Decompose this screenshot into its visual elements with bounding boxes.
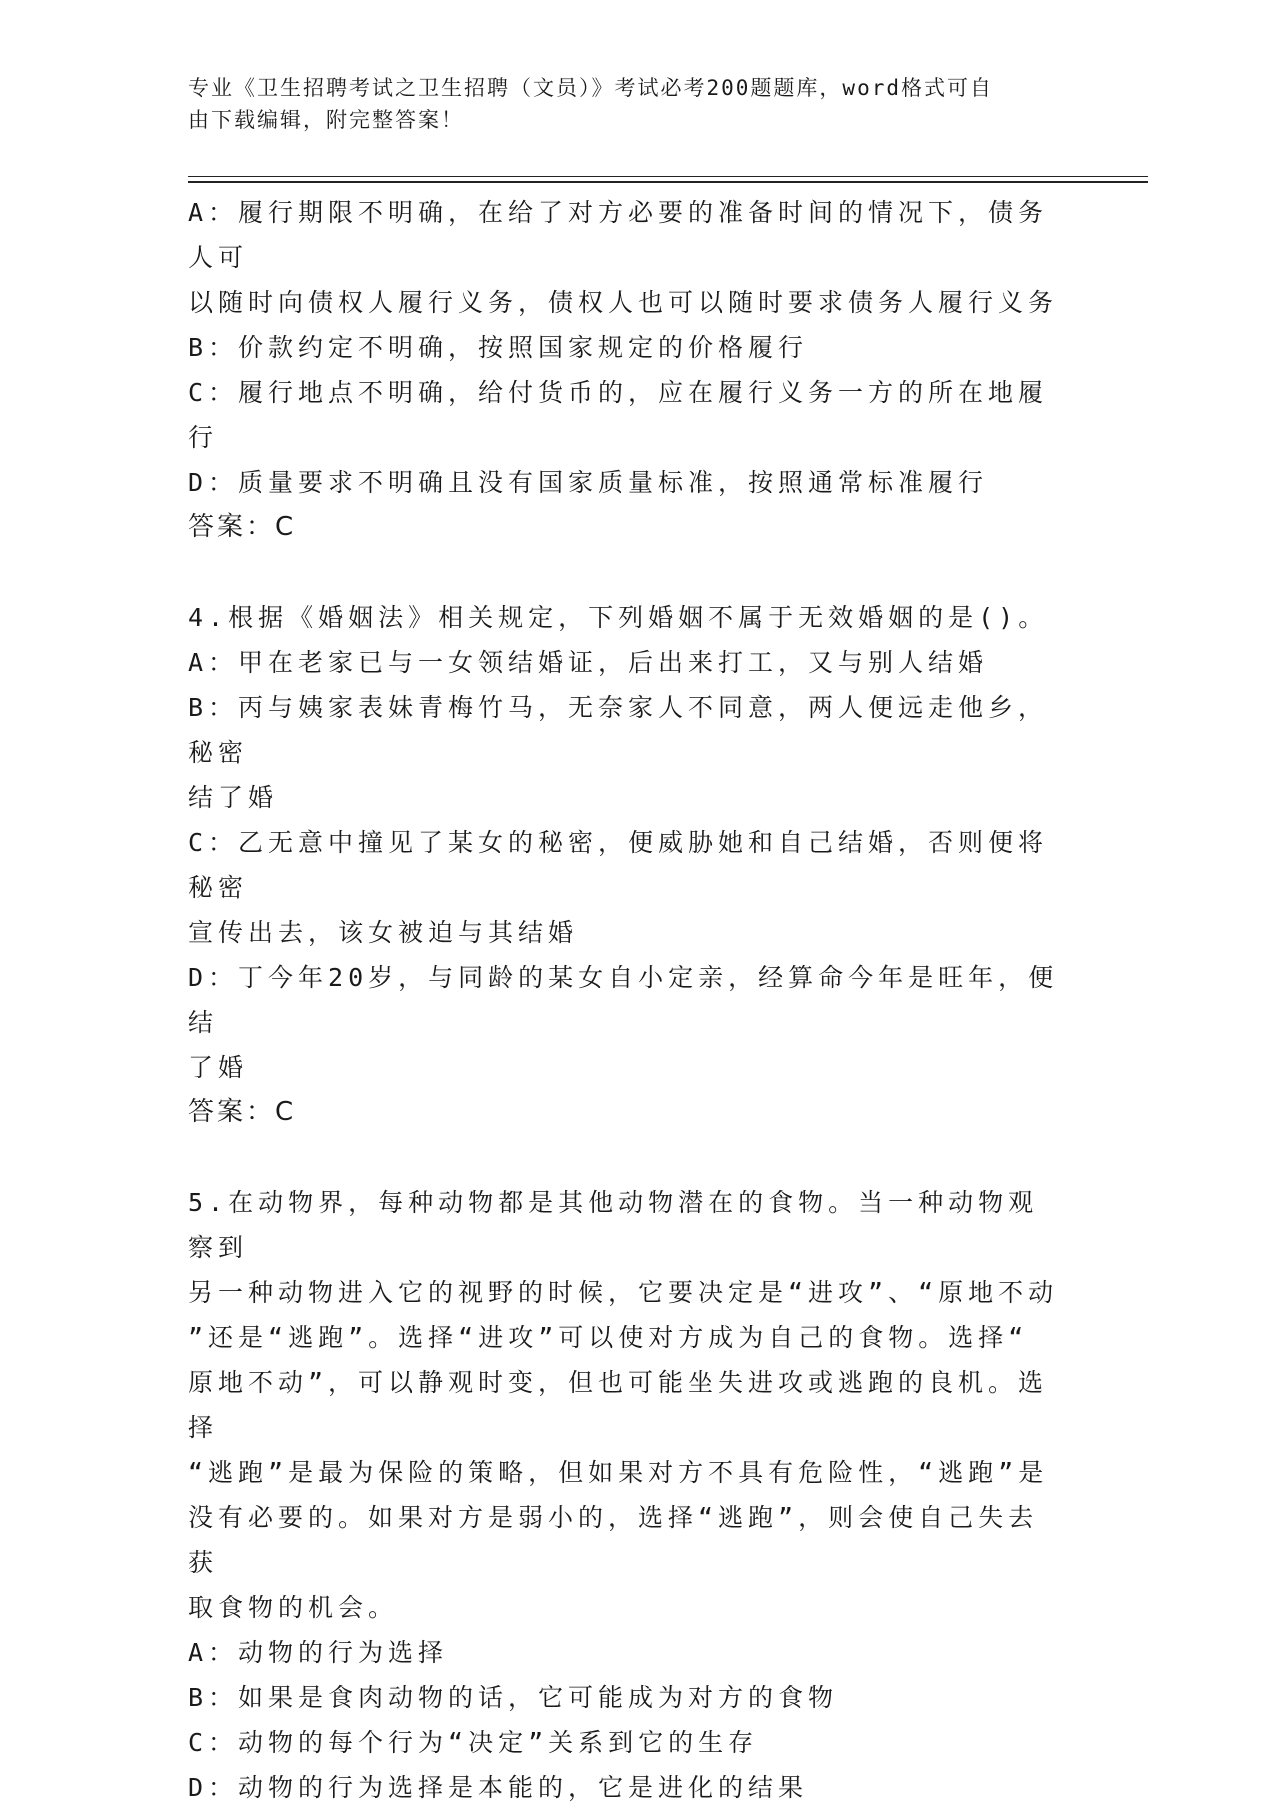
question-5-block [188,1180,1068,1810]
question-4-block [188,595,1068,1135]
header-rule-thick [188,181,1148,183]
q5-question-line-4: 原地不动”，可以静观时变，但也可能坐失进攻或逃跑的良机。选择 [188,1368,1049,1442]
q4-answer: 答案：C [188,1097,297,1127]
question-3-block [188,190,1068,550]
q4-option-d-line-2: 了婚 [188,1053,249,1082]
q5-question-line-6: 没有必要的。如果对方是弱小的，选择“逃跑”，则会使自己失去获 [188,1503,1039,1577]
q3-answer: 答案：C [188,512,297,542]
q5-question-line-2: 另一种动物进入它的视野的时候，它要决定是“进攻”、“原地不动 [188,1278,1059,1307]
document-body [188,190,1068,1810]
spacer [188,1135,1068,1180]
q4-option-b-line-2: 结了婚 [188,783,279,812]
q5-question-line-1: 5.在动物界，每种动物都是其他动物潜在的食物。当一种动物观察到 [188,1188,1039,1262]
q4-option-b-line-1: B：丙与姨家表妹青梅竹马，无奈家人不同意，两人便远走他乡，秘密 [188,693,1049,767]
q4-option-d-line-1: D：丁今年20岁，与同龄的某女自小定亲，经算命今年是旺年，便结 [188,963,1059,1037]
q3-option-a-line-1: A：履行期限不明确，在给了对方必要的准备时间的情况下，债务人可 [188,198,1049,272]
q5-option-c: C：动物的每个行为“决定”关系到它的生存 [188,1728,759,1757]
document-header [188,72,1068,136]
q3-option-a-line-2: 以随时向债权人履行义务，债权人也可以随时要求债务人履行义务 [188,288,1059,317]
q5-option-a: A：动物的行为选择 [188,1638,449,1667]
q4-option-c-line-2: 宣传出去，该女被迫与其结婚 [188,918,579,947]
q3-option-d: D：质量要求不明确且没有国家质量标准，按照通常标准履行 [188,468,989,497]
header-line-1: 专业《卫生招聘考试之卫生招聘（文员）》考试必考200题题库，word格式可自 [188,76,993,100]
q5-option-b: B：如果是食肉动物的话，它可能成为对方的食物 [188,1683,839,1712]
q3-option-c: C：履行地点不明确，给付货币的，应在履行义务一方的所在地履行 [188,378,1049,452]
spacer [188,550,1068,595]
q5-question-line-7: 取食物的机会。 [188,1593,399,1622]
q4-option-c-line-1: C：乙无意中撞见了某女的秘密，便威胁她和自己结婚，否则便将秘密 [188,828,1049,902]
q5-question-line-5: “逃跑”是最为保险的策略，但如果对方不具有危险性，“逃跑”是 [188,1458,1049,1487]
q4-option-a: A：甲在老家已与一女领结婚证，后出来打工，又与别人结婚 [188,648,989,677]
q3-option-b: B：价款约定不明确，按照国家规定的价格履行 [188,333,809,362]
header-line-2: 由下载编辑，附完整答案！ [188,108,464,132]
q5-question-line-3: ”还是“逃跑”。选择“进攻”可以使对方成为自己的食物。选择“ [188,1323,1029,1352]
q5-option-d: D：动物的行为选择是本能的，它是进化的结果 [188,1773,809,1802]
header-rule-thin [188,176,1148,177]
q4-question: 4.根据《婚姻法》相关规定，下列婚姻不属于无效婚姻的是()。 [188,603,1049,632]
